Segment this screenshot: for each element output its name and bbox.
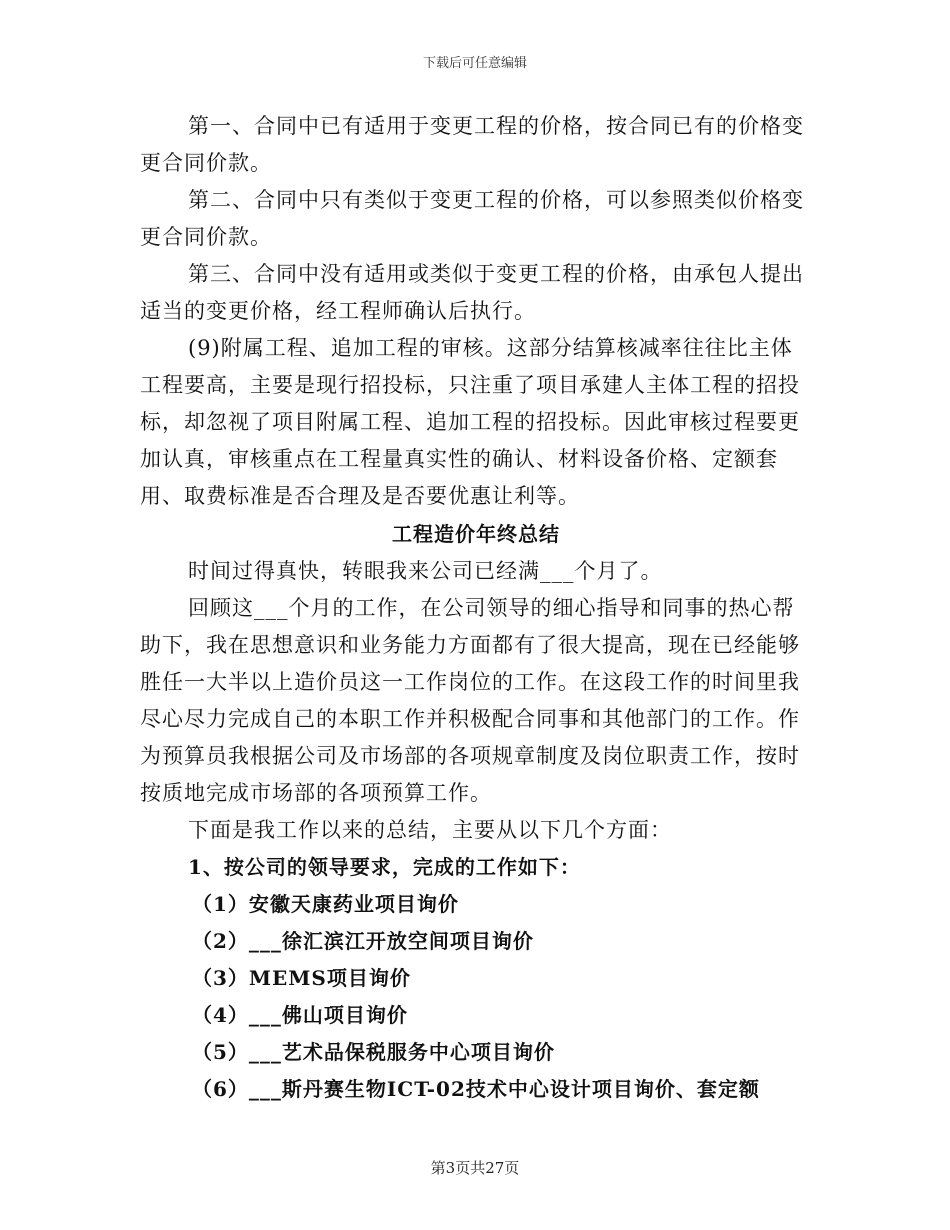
paragraph-summary-lead: 下面是我工作以来的总结，主要从以下几个方面：: [188, 818, 672, 842]
page-header: 下载后可任意编辑: [422, 56, 527, 71]
paragraph-clause-2: 第二、合同中只有类似于变更工程的价格，可以参照类似价格变更合同价款。: [140, 188, 804, 249]
list-heading: 1、按公司的领导要求，完成的工作如下：: [188, 855, 581, 879]
paragraph-audit-9: (9)附属工程、追加工程的审核。这部分结算核减率往往比主体工程要高，主要是现行招投标，只注重了项目承建人主体工程的招投标，却忽视了项目附属工程、追加工程的招投标。因此审核过程要更加认真，审核重点在工程量真实性的确认、材料设备价格、定额套用、取费标准是否合理及是否要优惠让利等。: [140, 336, 800, 508]
list-item: （3）MEMS项目询价: [192, 966, 411, 990]
list-item: （5）___艺术品保税服务中心项目询价: [192, 1040, 555, 1064]
section-title: 工程造价年终总结: [392, 522, 560, 546]
list-item: （4）___佛山项目询价: [192, 1003, 408, 1027]
list-item: （1）安徽天康药业项目询价: [192, 892, 459, 916]
paragraph-clause-3: 第三、合同中没有适用或类似于变更工程的价格，由承包人提出适当的变更价格，经工程师确认后执行。: [140, 262, 804, 323]
paragraph-intro: 时间过得真快，转眼我来公司已经满___个月了。: [188, 559, 663, 583]
document-body: [140, 108, 812, 1108]
list-item: （6）___斯丹赛生物ICT-02技术中心设计项目询价、套定额: [192, 1077, 760, 1101]
paragraph-clause-1: 第一、合同中已有适用于变更工程的价格，按合同已有的价格变更合同价款。: [140, 114, 804, 175]
page-footer: 第3页共27页: [430, 1159, 520, 1177]
paragraph-review: 回顾这___个月的工作，在公司领导的细心指导和同事的热心帮助下，我在思想意识和业务能力方面都有了很大提高，现在已经能够胜任一大半以上造价员这一工作岗位的工作。在这段工作的时间里我尽心尽力完成自己的本职工作并积极配合同事和其他部门的工作。作为预算员我根据公司及市场部的各项规章制度及岗位职责工作，按时按质地完成市场部的各项预算工作。: [140, 596, 800, 805]
list-item: （2）___徐汇滨江开放空间项目询价: [192, 929, 534, 953]
